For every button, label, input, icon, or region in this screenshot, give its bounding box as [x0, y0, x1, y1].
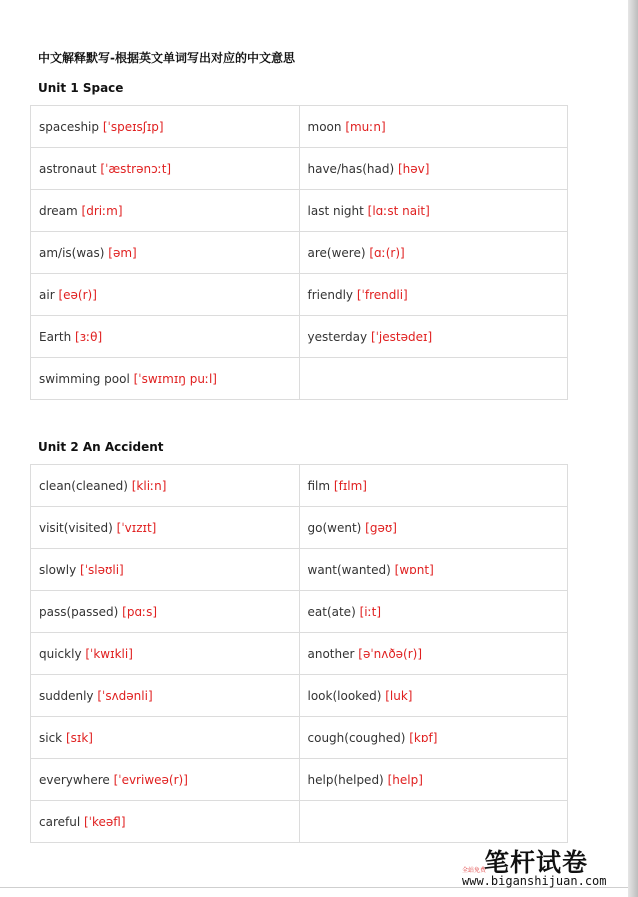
vocab-phonetic: [gəʊ] [365, 520, 397, 535]
vocab-cell [299, 717, 568, 759]
page-right-edge [628, 0, 638, 897]
vocab-cell [31, 801, 300, 843]
vocab-cell [299, 148, 568, 190]
vocab-word: spaceship [39, 119, 100, 134]
vocab-word: have/has(had) [307, 161, 395, 176]
table-row [31, 549, 568, 591]
vocab-cell [299, 232, 568, 274]
vocab-word: Earth [39, 329, 72, 344]
vocab-word: cough(coughed) [307, 730, 406, 745]
vocab-cell [31, 675, 300, 717]
vocab-cell [299, 274, 568, 316]
vocab-phonetic: [luk] [385, 688, 413, 703]
vocab-phonetic: [kliːn] [131, 478, 167, 493]
vocab-cell [31, 232, 300, 274]
vocab-phonetic: [ˈvɪzɪt] [116, 520, 157, 535]
table-row [31, 232, 568, 274]
vocab-phonetic: [əˈnʌðə(r)] [358, 646, 423, 661]
vocab-phonetic: [driːm] [81, 203, 123, 218]
vocab-phonetic: [ˈkeəfl] [84, 814, 126, 829]
table-row [31, 465, 568, 507]
vocab-phonetic: [ˈsʌdənli] [97, 688, 153, 703]
table-row [31, 633, 568, 675]
watermark-tagline: 全站免费 [462, 867, 487, 874]
vocab-word: go(went) [307, 520, 362, 535]
vocab-cell [31, 274, 300, 316]
table-row [31, 717, 568, 759]
vocab-word: swimming pool [39, 371, 130, 386]
vocab-phonetic: [eə(r)] [58, 287, 97, 302]
vocab-cell [31, 465, 300, 507]
vocab-cell [31, 190, 300, 232]
table-row [31, 190, 568, 232]
vocab-cell [299, 759, 568, 801]
vocab-cell [299, 801, 568, 843]
vocab-phonetic: [kɒf] [409, 730, 438, 745]
vocab-word: clean(cleaned) [39, 478, 128, 493]
vocab-cell [31, 507, 300, 549]
vocab-cell [299, 190, 568, 232]
vocab-phonetic: [ˈspeɪsʃɪp] [102, 119, 164, 134]
vocab-word: yesterday [307, 329, 368, 344]
vocab-cell [299, 675, 568, 717]
vocab-phonetic: [həv] [397, 161, 430, 176]
unit-2-vocab-table [30, 464, 568, 843]
unit-1-title: Unit 1 Space [38, 81, 124, 95]
vocab-word: astronaut [39, 161, 97, 176]
vocab-cell [31, 759, 300, 801]
vocab-cell [31, 549, 300, 591]
unit-2-title: Unit 2 An Accident [38, 440, 164, 454]
page-heading: 中文解释默写-根据英文单词写出对应的中文意思 [38, 51, 295, 65]
vocab-word: suddenly [39, 688, 94, 703]
vocab-phonetic: [ˈkwɪkli] [85, 646, 133, 661]
vocab-cell [299, 633, 568, 675]
vocab-word: everywhere [39, 772, 110, 787]
vocab-word: help(helped) [307, 772, 384, 787]
vocab-word: air [39, 287, 55, 302]
vocab-word: are(were) [307, 245, 366, 260]
vocab-word: quickly [39, 646, 82, 661]
vocab-phonetic: [wɒnt] [394, 562, 434, 577]
vocab-phonetic: [help] [387, 772, 423, 787]
table-row [31, 316, 568, 358]
vocab-phonetic: [ˈfrendli] [356, 287, 408, 302]
vocab-cell [299, 465, 568, 507]
vocab-word: visit(visited) [39, 520, 113, 535]
vocab-phonetic: [sɪk] [65, 730, 93, 745]
table-row [31, 358, 568, 400]
vocab-phonetic: [ɜːθ] [75, 329, 103, 344]
vocab-word: look(looked) [307, 688, 382, 703]
vocab-phonetic: [ˈsləʊli] [80, 562, 124, 577]
table-row [31, 507, 568, 549]
vocab-cell [31, 717, 300, 759]
vocab-word: slowly [39, 562, 77, 577]
vocab-word: dream [39, 203, 78, 218]
vocab-cell [299, 549, 568, 591]
vocab-word: am/is(was) [39, 245, 105, 260]
vocab-cell [299, 316, 568, 358]
vocab-cell [299, 106, 568, 148]
vocab-phonetic: [ɑː(r)] [369, 245, 405, 260]
vocab-word: film [307, 478, 331, 493]
table-row [31, 274, 568, 316]
vocab-cell [31, 316, 300, 358]
vocab-cell [31, 148, 300, 190]
unit-1-vocab-table [30, 105, 568, 400]
vocab-word: careful [39, 814, 81, 829]
vocab-phonetic: [pɑːs] [122, 604, 158, 619]
vocab-phonetic: [lɑːst nait] [367, 203, 430, 218]
vocab-phonetic: [iːt] [359, 604, 382, 619]
vocab-phonetic: [əm] [108, 245, 137, 260]
vocab-word: want(wanted) [307, 562, 391, 577]
vocab-phonetic: [ˈjestədeɪ] [370, 329, 433, 344]
vocab-cell [31, 633, 300, 675]
vocab-word: moon [307, 119, 342, 134]
vocab-cell [299, 358, 568, 400]
vocab-word: another [307, 646, 355, 661]
table-row [31, 759, 568, 801]
vocab-phonetic: [ˈswɪmɪŋ puːl] [133, 371, 217, 386]
vocab-phonetic: [muːn] [345, 119, 386, 134]
vocab-cell [31, 106, 300, 148]
vocab-cell [299, 507, 568, 549]
vocab-word: friendly [307, 287, 354, 302]
vocab-phonetic: [fɪlm] [333, 478, 367, 493]
table-row [31, 801, 568, 843]
watermark-url: www.biganshijuan.com [462, 874, 607, 888]
vocab-phonetic: [ˈæstrənɔːt] [100, 161, 172, 176]
table-row [31, 591, 568, 633]
vocab-cell [31, 358, 300, 400]
vocab-word: last night [307, 203, 364, 218]
vocab-word: pass(passed) [39, 604, 119, 619]
vocab-phonetic: [ˈevriweə(r)] [113, 772, 188, 787]
vocab-word: eat(ate) [307, 604, 356, 619]
vocab-word: sick [39, 730, 63, 745]
vocab-cell [31, 591, 300, 633]
table-row [31, 106, 568, 148]
table-row [31, 148, 568, 190]
vocab-cell [299, 591, 568, 633]
table-row [31, 675, 568, 717]
watermark-name: 笔杆试卷 [484, 848, 589, 877]
